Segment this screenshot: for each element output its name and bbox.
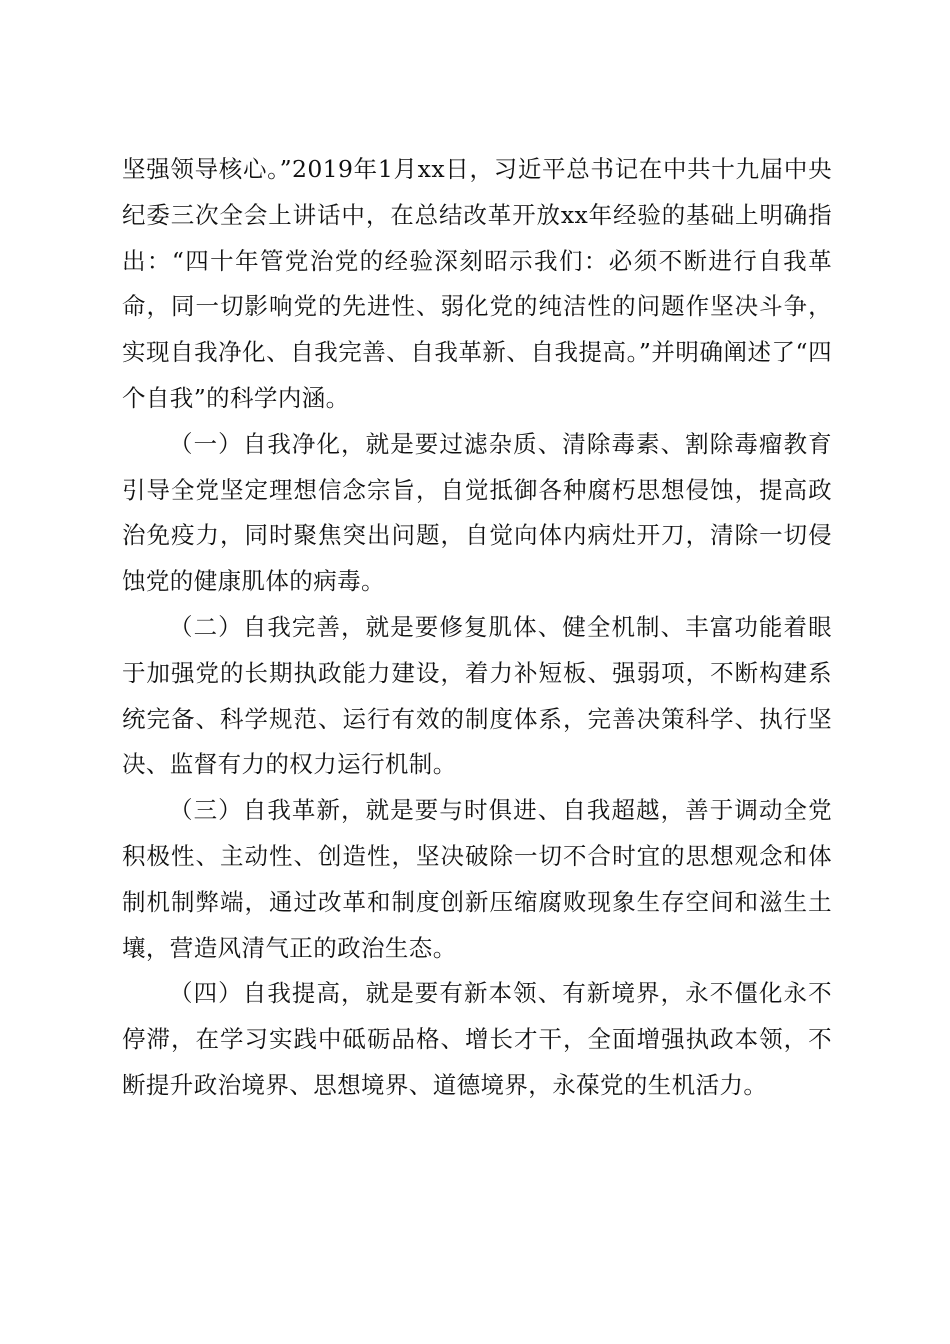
paragraph-self-enhancement: （四）自我提高，就是要有新本领、有新境界，永不僵化永不停滞，在学习实践中砥砺品格、增长才干，全面增强执政本领，不断提升政治境界、思想境界、道德境界，永葆党的生机活力。 — [122, 979, 832, 1099]
paragraph-self-renewal: （三）自我革新，就是要与时俱进、自我超越，善于调动全党积极性、主动性、创造性，坚决破除一切不合时宜的思想观念和体制机制弊端，通过改革和制度创新压缩腐败现象生存空间和滋生土壤，营造风清气正的政治生态。 — [122, 796, 832, 962]
paragraph-self-improvement: （二）自我完善，就是要修复肌体、健全机制、丰富功能着眼于加强党的长期执政能力建设，着力补短板、强弱项，不断构建系统完备、科学规范、运行有效的制度体系，完善决策科学、执行坚决、监督有力的权力运行机制。 — [122, 612, 832, 779]
paragraph-continuation: 坚强领导核心。”2019年1月xx日，习近平总书记在中共十九届中央纪委三次全会上讲话中，在总结改革开放xx年经验的基础上明确指出：“四十年管党治党的经验深刻昭示我们：必须不断进行自我革命，同一切影响党的先进性、弱化党的纯洁性的问题作坚决斗争，实现自我净化、自我完善、自我革新、自我提高。”并明确阐述了“四个自我”的科学内涵。 — [122, 155, 832, 412]
paragraph-self-purification: （一）自我净化，就是要过滤杂质、清除毒素、割除毒瘤教育引导全党坚定理想信念宗旨，自觉抵御各种腐朽思想侵蚀，提高政治免疫力，同时聚焦突出问题，自觉向体内病灶开刀，清除一切侵蚀党的健康肌体的病毒。 — [122, 429, 832, 596]
document-body — [122, 147, 832, 1109]
